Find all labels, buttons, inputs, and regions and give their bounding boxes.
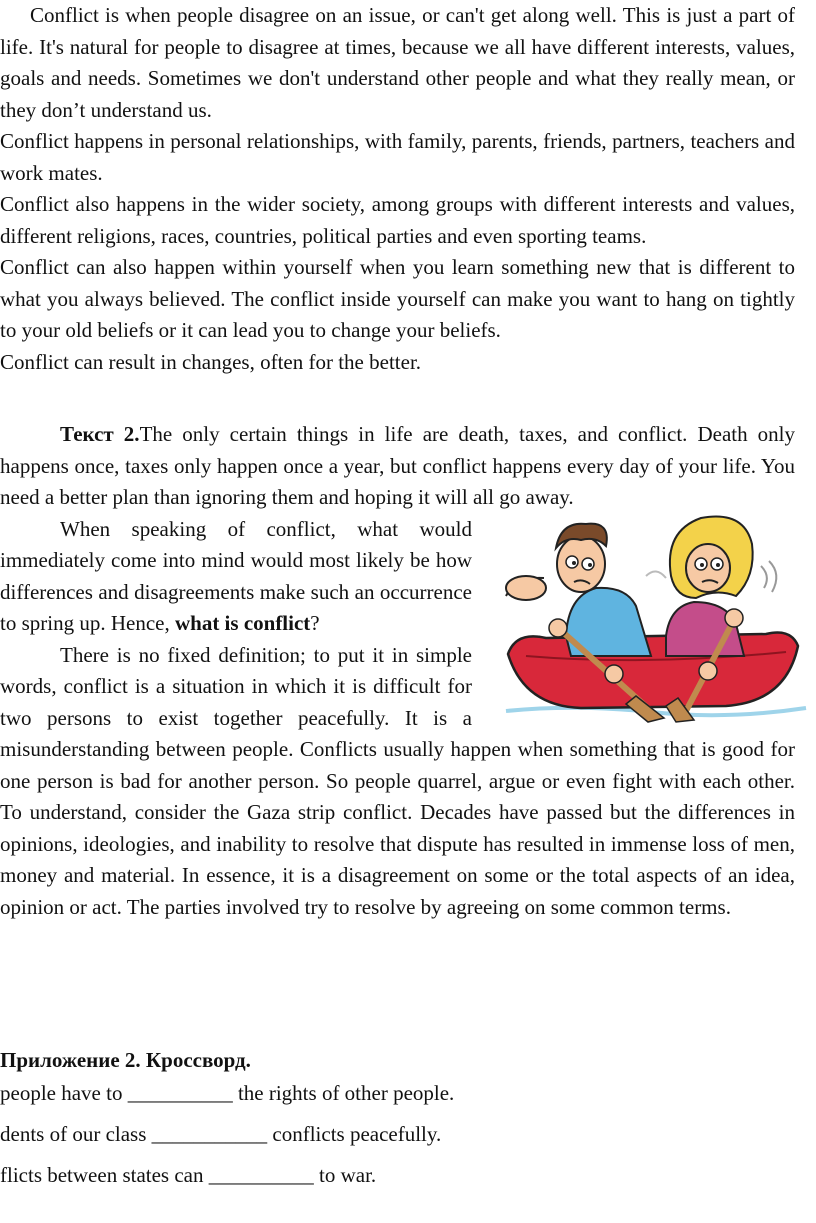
exercise-line-3 bbox=[0, 1163, 376, 1188]
text-2-block bbox=[0, 419, 795, 923]
exercise-3-blank[interactable]: __________ bbox=[208, 1163, 314, 1187]
exercise-line-1 bbox=[0, 1081, 454, 1106]
text-2-paragraph-2-end: ? bbox=[310, 611, 320, 635]
text-1-paragraph-3: Conflict also happens in the wider society, among groups with different interests and values, different religions, races, countries, political parties and even sporting teams. bbox=[0, 192, 795, 248]
exercise-3-end: to war. bbox=[313, 1163, 377, 1187]
text-1-block bbox=[0, 0, 795, 378]
text-2-paragraph-1 bbox=[0, 419, 795, 514]
text-2-paragraph-2-body: When speaking of conflict, what would immediately come into mind would most likely be how differences and disagreements make such an occurrence to spring up. Hence, bbox=[0, 516, 472, 635]
text-2-paragraph-1-body: The only certain things in life are death, taxes, and conflict. Death only happens once, taxes only happen once a year, but conflict happens every day of your life. You need a better plan than ignoring them and hoping it will all go away. bbox=[0, 422, 795, 509]
text-2-paragraph-3: There is no fixed definition; to put it in simple words, conflict is a situation in which it is difficult for two persons to exist together peacefully. It is a misunderstanding between people. Conflicts usually happen when something that is good for one person is bad for another person. So people quarrel, argue or even fight with each other. To understand, consider the Gaza strip conflict. Decades have passed but the differences in opinions, ideologies, and inability to resolve that dispute has resulted in immense loss of men, money and material. In essence, it is a disagreement on some or the total aspects of an idea, opinion or act. The parties involved try to resolve by agreeing on some common terms. bbox=[0, 642, 795, 919]
what-is-conflict-phrase: what is conflict bbox=[174, 611, 311, 635]
text-1-paragraph-2: Conflict happens in personal relationships, with family, parents, friends, partners, teachers and work mates. bbox=[0, 129, 795, 185]
couple-in-canoe-cartoon-icon bbox=[486, 506, 816, 724]
exercise-line-2 bbox=[0, 1122, 441, 1147]
appendix-heading: Приложение 2. Кроссворд. bbox=[0, 1048, 251, 1072]
exercise-2-end: conflicts peacefully. bbox=[267, 1122, 442, 1146]
exercise-1-start: people have to bbox=[0, 1081, 128, 1105]
exercise-1-blank[interactable]: __________ bbox=[127, 1081, 233, 1105]
text-1-paragraph-5: Conflict can result in changes, often for the better. bbox=[0, 349, 422, 374]
exercise-3-start: flicts between states can bbox=[0, 1163, 209, 1187]
exercise-2-blank[interactable]: ___________ bbox=[151, 1122, 268, 1146]
exercise-1-end: the rights of other people. bbox=[232, 1081, 455, 1105]
exercise-2-start: dents of our class bbox=[0, 1122, 152, 1146]
text-2-label: Текст 2. bbox=[60, 422, 140, 446]
text-1-paragraph-4: Conflict can also happen within yourself when you learn something new that is different to what you always believed. The conflict inside yourself can make you want to hang on tightly to your old beliefs or it can lead you to change your beliefs. bbox=[0, 255, 795, 342]
text-1-paragraph-1: Conflict is when people disagree on an issue, or can't get along well. This is just a part of life. It's natural for people to disagree at times, because we all have different interests, values, goals and needs. Sometimes we don't understand other people and what they really mean, or they don’t understand us. bbox=[0, 3, 795, 122]
